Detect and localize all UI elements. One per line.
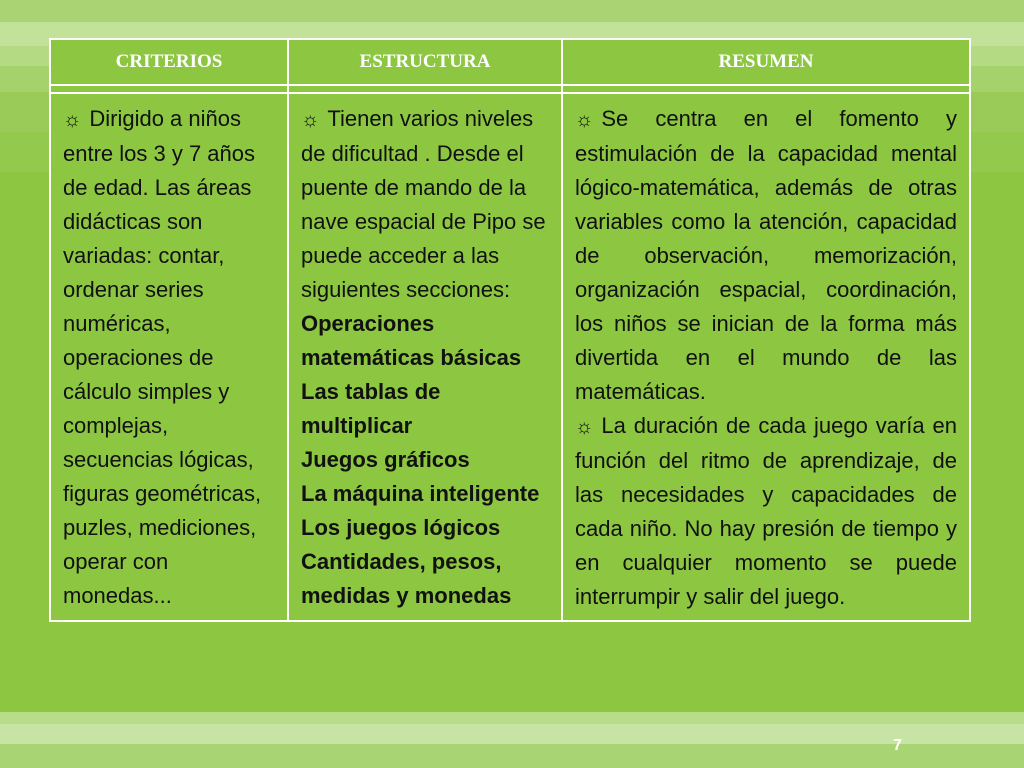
background-stripe (0, 744, 1024, 768)
header-criterios: CRITERIOS (50, 39, 288, 85)
resumen-paragraph (575, 102, 957, 409)
section-item: La máquina inteligente (301, 481, 540, 506)
sun-bullet-icon: ☼ (301, 109, 320, 131)
section-item: Las tablas de multiplicar (301, 379, 441, 438)
estructura-cell (288, 93, 562, 621)
section-item: Cantidades, pesos, medidas y monedas (301, 549, 512, 608)
page-number: 7 (893, 737, 902, 754)
criterios-cell (50, 93, 288, 621)
sun-bullet-icon: ☼ (63, 109, 82, 131)
spacer-row (50, 85, 970, 93)
background-stripe (0, 0, 1024, 22)
sun-bullet-icon: ☼ (575, 109, 594, 131)
resumen-paragraph-text: La duración de cada juego varía en función del ritmo de aprendizaje, de las necesidades y capacidades de cada niño. No hay presión de tiempo y en cualquier momento se puede interrumpir y salir del juego. (575, 413, 957, 609)
estructura-intro: Tienen varios niveles de dificultad . Desde el puente de mando de la nave espacial de Pipo se puede acceder a las siguientes secciones: (301, 106, 546, 302)
header-estructura: ESTRUCTURA (288, 39, 562, 85)
comparison-table (49, 38, 971, 622)
resumen-cell (562, 93, 970, 621)
resumen-paragraph-text: Se centra en el fomento y estimulación de la capacidad mental lógico-matemática, además de otras variables como la atención, capacidad de observación, memorización, organización espacial, coordinación, los niños se inician de la forma más divertida en el mundo de las matemáticas. (575, 106, 957, 404)
sun-bullet-icon: ☼ (575, 416, 594, 438)
section-item: Operaciones matemáticas básicas (301, 311, 522, 370)
header-resumen: RESUMEN (562, 39, 970, 85)
criterios-text: Dirigido a niños entre los 3 y 7 años de edad. Las áreas didácticas son variadas: contar, ordenar series numéricas, operaciones de cálculo simples y complejas, secuencias lógicas, figuras geométricas, puzles, mediciones, operar con monedas... (63, 106, 262, 608)
content-row (50, 93, 970, 621)
header-row (50, 39, 970, 85)
background-stripe (0, 724, 1024, 744)
section-item: Los juegos lógicos (301, 515, 501, 540)
section-item: Juegos gráficos (301, 447, 470, 472)
resumen-paragraph (575, 409, 957, 614)
